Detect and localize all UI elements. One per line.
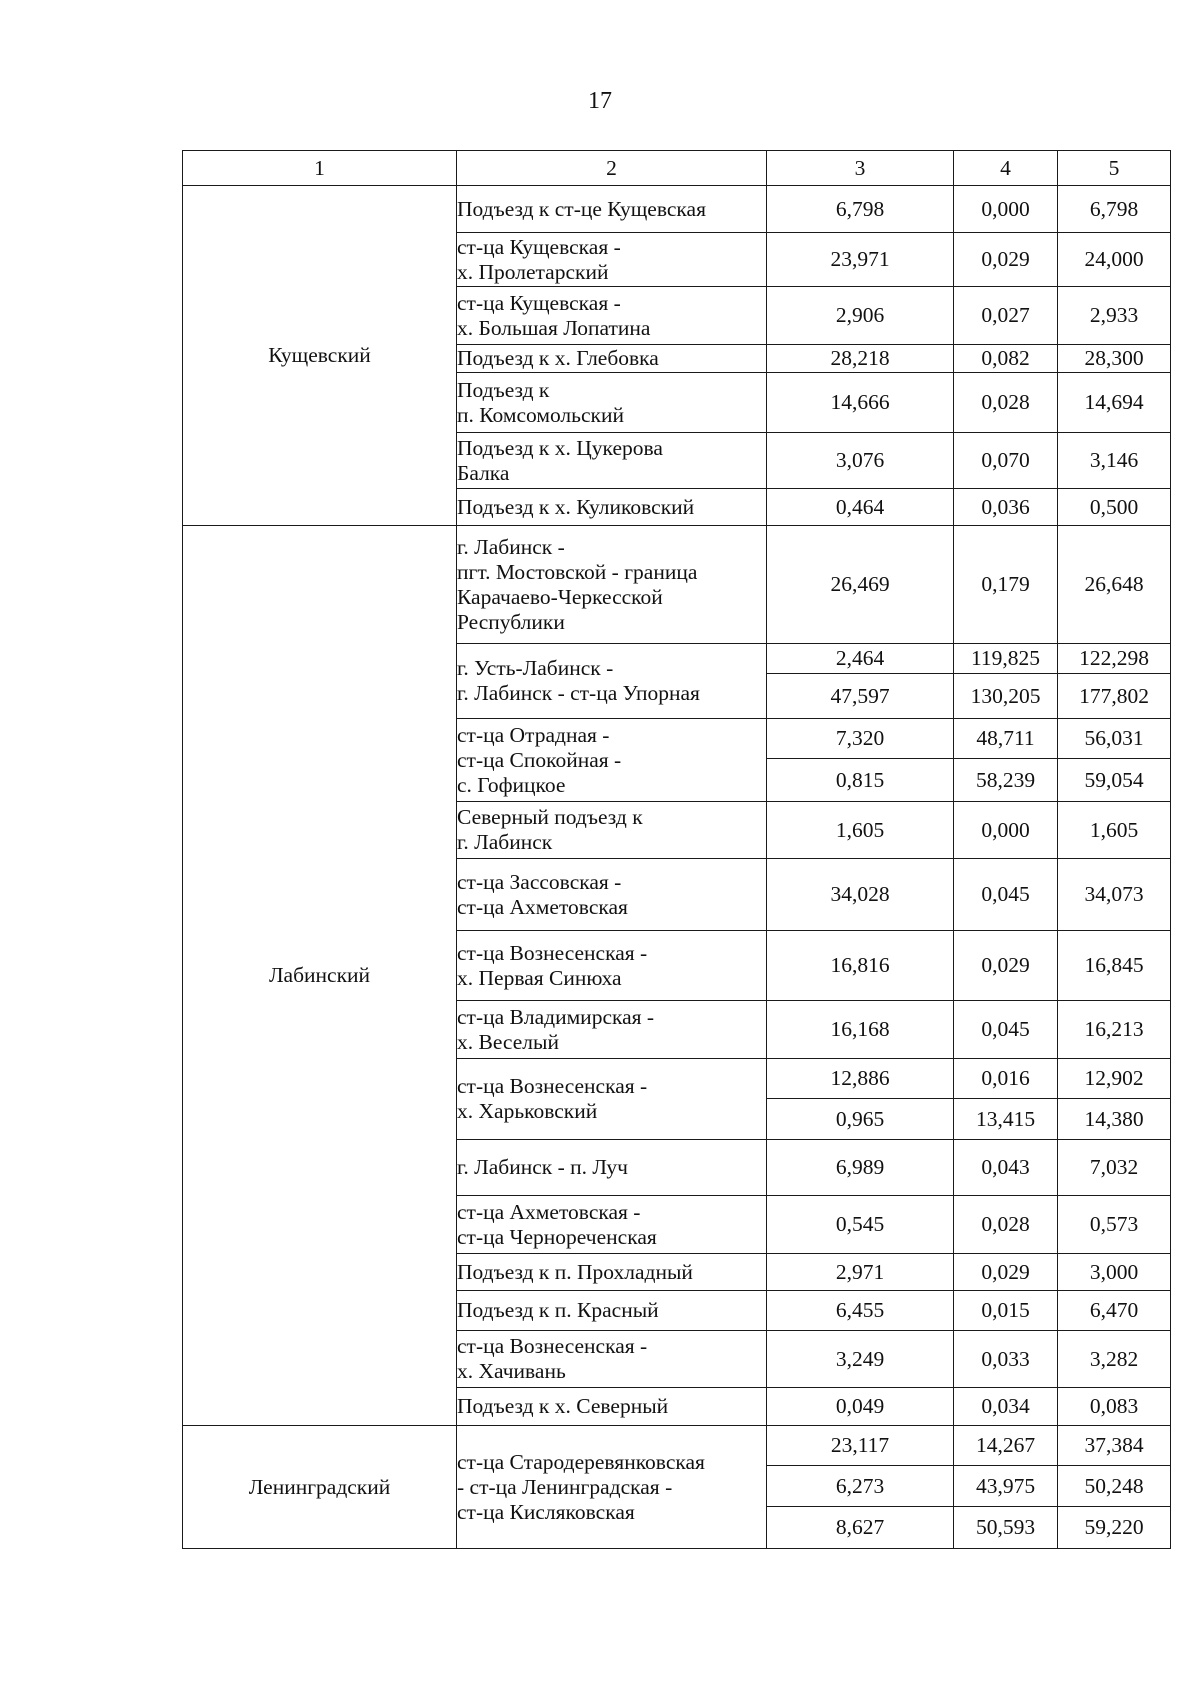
length-end-cell: 0,029	[954, 233, 1058, 287]
length-total-cell: 16,845	[1058, 931, 1171, 1001]
length-start-cell: 6,989	[767, 1140, 954, 1196]
length-start-cell: 0,049	[767, 1388, 954, 1426]
length-end-cell: 0,082	[954, 345, 1058, 373]
length-end-cell: 0,036	[954, 489, 1058, 526]
road-name-cell: ст-ца Вознесенская - х. Харьковский	[457, 1059, 767, 1140]
length-total-cell: 34,073	[1058, 859, 1171, 931]
table-row	[183, 526, 1171, 644]
length-total-cell: 12,902	[1058, 1059, 1171, 1099]
length-start-cell: 26,469	[767, 526, 954, 644]
length-end-cell: 0,045	[954, 859, 1058, 931]
road-name-cell: ст-ца Владимирская - х. Веселый	[457, 1001, 767, 1059]
district-cell: Лабинский	[183, 526, 457, 1426]
length-total-cell: 3,282	[1058, 1331, 1171, 1388]
road-name-cell: ст-ца Вознесенская - х. Хачивань	[457, 1331, 767, 1388]
header-cell: 1	[183, 151, 457, 186]
length-end-cell: 43,975	[954, 1466, 1058, 1507]
road-name-cell: ст-ца Ахметовская - ст-ца Черноречeнская	[457, 1196, 767, 1254]
table-row	[183, 186, 1171, 233]
length-end-cell: 0,033	[954, 1331, 1058, 1388]
length-total-cell: 56,031	[1058, 719, 1171, 759]
length-end-cell: 0,016	[954, 1059, 1058, 1099]
page-number: 17	[588, 88, 612, 114]
road-name-cell: ст-ца Отрадная - ст-ца Спокойная - с. Гофицкое	[457, 719, 767, 802]
length-end-cell: 13,415	[954, 1099, 1058, 1140]
length-start-cell: 3,249	[767, 1331, 954, 1388]
road-name-cell: Подъезд к ст-це Кущевская	[457, 186, 767, 233]
length-start-cell: 1,605	[767, 802, 954, 859]
header-cell: 5	[1058, 151, 1171, 186]
road-name-cell: Подъезд к п. Комсомольский	[457, 373, 767, 433]
length-total-cell: 6,798	[1058, 186, 1171, 233]
length-total-cell: 3,146	[1058, 433, 1171, 489]
length-start-cell: 14,666	[767, 373, 954, 433]
length-end-cell: 0,015	[954, 1291, 1058, 1331]
length-start-cell: 0,965	[767, 1099, 954, 1140]
road-name-cell: ст-ца Кущевская - х. Пролетарский	[457, 233, 767, 287]
length-end-cell: 58,239	[954, 759, 1058, 802]
length-total-cell: 3,000	[1058, 1254, 1171, 1291]
header-cell: 2	[457, 151, 767, 186]
length-end-cell: 0,179	[954, 526, 1058, 644]
length-end-cell: 0,034	[954, 1388, 1058, 1426]
length-end-cell: 0,043	[954, 1140, 1058, 1196]
length-total-cell: 37,384	[1058, 1426, 1171, 1466]
length-total-cell: 14,380	[1058, 1099, 1171, 1140]
road-name-cell: г. Лабинск - пгт. Мостовской - граница Карачаево-Черкесской Республики	[457, 526, 767, 644]
length-total-cell: 0,573	[1058, 1196, 1171, 1254]
length-end-cell: 0,028	[954, 1196, 1058, 1254]
road-name-cell: ст-ца Вознесенская - х. Первая Синюха	[457, 931, 767, 1001]
length-end-cell: 0,028	[954, 373, 1058, 433]
length-total-cell: 28,300	[1058, 345, 1171, 373]
length-start-cell: 0,815	[767, 759, 954, 802]
length-total-cell: 177,802	[1058, 674, 1171, 719]
road-name-cell: ст-ца Кущевская - х. Большая Лопатина	[457, 287, 767, 345]
road-name-cell: Подъезд к х. Цукерова Балка	[457, 433, 767, 489]
length-total-cell: 16,213	[1058, 1001, 1171, 1059]
length-end-cell: 48,711	[954, 719, 1058, 759]
length-start-cell: 23,971	[767, 233, 954, 287]
length-start-cell: 23,117	[767, 1426, 954, 1466]
length-end-cell: 50,593	[954, 1507, 1058, 1549]
length-end-cell: 0,070	[954, 433, 1058, 489]
length-start-cell: 34,028	[767, 859, 954, 931]
length-end-cell: 119,825	[954, 644, 1058, 674]
length-start-cell: 2,464	[767, 644, 954, 674]
road-name-cell: ст-ца Зассовская - ст-ца Ахметовская	[457, 859, 767, 931]
length-start-cell: 2,906	[767, 287, 954, 345]
length-start-cell: 6,273	[767, 1466, 954, 1507]
length-start-cell: 16,168	[767, 1001, 954, 1059]
length-end-cell: 0,045	[954, 1001, 1058, 1059]
length-total-cell: 50,248	[1058, 1466, 1171, 1507]
length-start-cell: 47,597	[767, 674, 954, 719]
district-cell: Ленинградский	[183, 1426, 457, 1549]
length-total-cell: 59,054	[1058, 759, 1171, 802]
district-cell: Кущевский	[183, 186, 457, 526]
length-end-cell: 0,000	[954, 186, 1058, 233]
length-total-cell: 2,933	[1058, 287, 1171, 345]
length-total-cell: 6,470	[1058, 1291, 1171, 1331]
length-start-cell: 6,798	[767, 186, 954, 233]
length-end-cell: 0,000	[954, 802, 1058, 859]
road-name-cell: Подъезд к х. Глебовка	[457, 345, 767, 373]
road-name-cell: Подъезд к п. Прохладный	[457, 1254, 767, 1291]
length-total-cell: 14,694	[1058, 373, 1171, 433]
length-total-cell: 1,605	[1058, 802, 1171, 859]
table-row	[183, 1426, 1171, 1466]
length-end-cell: 0,029	[954, 931, 1058, 1001]
header-cell: 4	[954, 151, 1058, 186]
length-start-cell: 0,545	[767, 1196, 954, 1254]
road-name-cell: г. Усть-Лабинск - г. Лабинск - ст-ца Упорная	[457, 644, 767, 719]
road-name-cell: Подъезд к х. Северный	[457, 1388, 767, 1426]
header-cell: 3	[767, 151, 954, 186]
road-name-cell: Северный подъезд к г. Лабинск	[457, 802, 767, 859]
length-end-cell: 14,267	[954, 1426, 1058, 1466]
length-total-cell: 7,032	[1058, 1140, 1171, 1196]
road-name-cell: Подъезд к п. Красный	[457, 1291, 767, 1331]
length-start-cell: 16,816	[767, 931, 954, 1001]
length-start-cell: 8,627	[767, 1507, 954, 1549]
length-start-cell: 3,076	[767, 433, 954, 489]
length-start-cell: 2,971	[767, 1254, 954, 1291]
length-total-cell: 59,220	[1058, 1507, 1171, 1549]
length-start-cell: 28,218	[767, 345, 954, 373]
road-name-cell: Подъезд к х. Куликовский	[457, 489, 767, 526]
length-end-cell: 130,205	[954, 674, 1058, 719]
length-total-cell: 0,083	[1058, 1388, 1171, 1426]
roads-table	[182, 150, 1171, 1549]
road-name-cell: ст-ца Стародеревянковская - ст-ца Ленинградская - ст-ца Кисляковская	[457, 1426, 767, 1549]
length-total-cell: 26,648	[1058, 526, 1171, 644]
length-total-cell: 0,500	[1058, 489, 1171, 526]
length-end-cell: 0,029	[954, 1254, 1058, 1291]
length-start-cell: 7,320	[767, 719, 954, 759]
length-total-cell: 24,000	[1058, 233, 1171, 287]
header-row	[183, 151, 1171, 186]
road-name-cell: г. Лабинск - п. Луч	[457, 1140, 767, 1196]
length-end-cell: 0,027	[954, 287, 1058, 345]
length-start-cell: 6,455	[767, 1291, 954, 1331]
length-start-cell: 0,464	[767, 489, 954, 526]
length-total-cell: 122,298	[1058, 644, 1171, 674]
length-start-cell: 12,886	[767, 1059, 954, 1099]
